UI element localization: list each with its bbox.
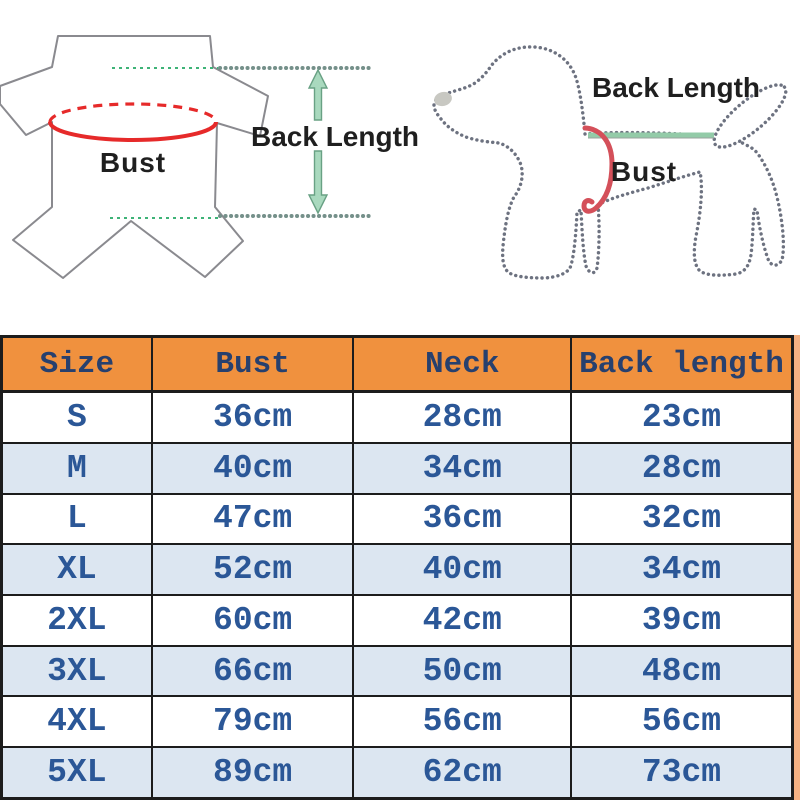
size-chart-section [0,335,800,800]
bust-cell: 40cm [152,443,354,494]
dog-diagram [432,47,794,278]
bust-cell: 66cm [152,646,354,697]
back-length-cell: 32cm [571,494,793,545]
garment-diagram [0,36,419,278]
neck-cell: 56cm [353,696,571,747]
table-row [2,696,793,747]
table-row [2,747,793,798]
dog-bust-label: Bust [610,156,678,187]
col-header-neck: Neck [353,337,571,392]
bust-cell: 47cm [152,494,354,545]
col-header-size: Size [2,337,152,392]
neck-cell: 40cm [353,544,571,595]
header-row [2,337,793,392]
size-chart-table [0,335,794,800]
neck-cell: 50cm [353,646,571,697]
neck-cell: 42cm [353,595,571,646]
size-cell: 5XL [2,747,152,798]
back-length-cell: 23cm [571,392,793,443]
col-header-back-length: Back length [571,337,793,392]
bust-cell: 60cm [152,595,354,646]
back-length-cell: 56cm [571,696,793,747]
garment-back-length-label: Back Length [250,121,420,152]
table-row [2,544,793,595]
bust-cell: 79cm [152,696,354,747]
size-cell: L [2,494,152,545]
measurement-diagrams [0,0,800,335]
back-length-cell: 28cm [571,443,793,494]
table-row [2,392,793,443]
size-cell: M [2,443,152,494]
size-cell: 4XL [2,696,152,747]
dog-back-length-label: Back Length [591,72,761,103]
size-cell: 3XL [2,646,152,697]
table-row [2,595,793,646]
bust-cell: 89cm [152,747,354,798]
neck-cell: 62cm [353,747,571,798]
neck-cell: 28cm [353,392,571,443]
size-cell: S [2,392,152,443]
col-header-bust: Bust [152,337,354,392]
table-row [2,443,793,494]
table-row [2,494,793,545]
bust-cell: 36cm [152,392,354,443]
back-length-cell: 39cm [571,595,793,646]
size-cell: 2XL [2,595,152,646]
back-length-cell: 48cm [571,646,793,697]
garment-bust-label: Bust [99,147,167,178]
size-cell: XL [2,544,152,595]
back-length-cell: 34cm [571,544,793,595]
bust-cell: 52cm [152,544,354,595]
back-length-cell: 73cm [571,747,793,798]
neck-cell: 36cm [353,494,571,545]
table-row [2,646,793,697]
neck-cell: 34cm [353,443,571,494]
